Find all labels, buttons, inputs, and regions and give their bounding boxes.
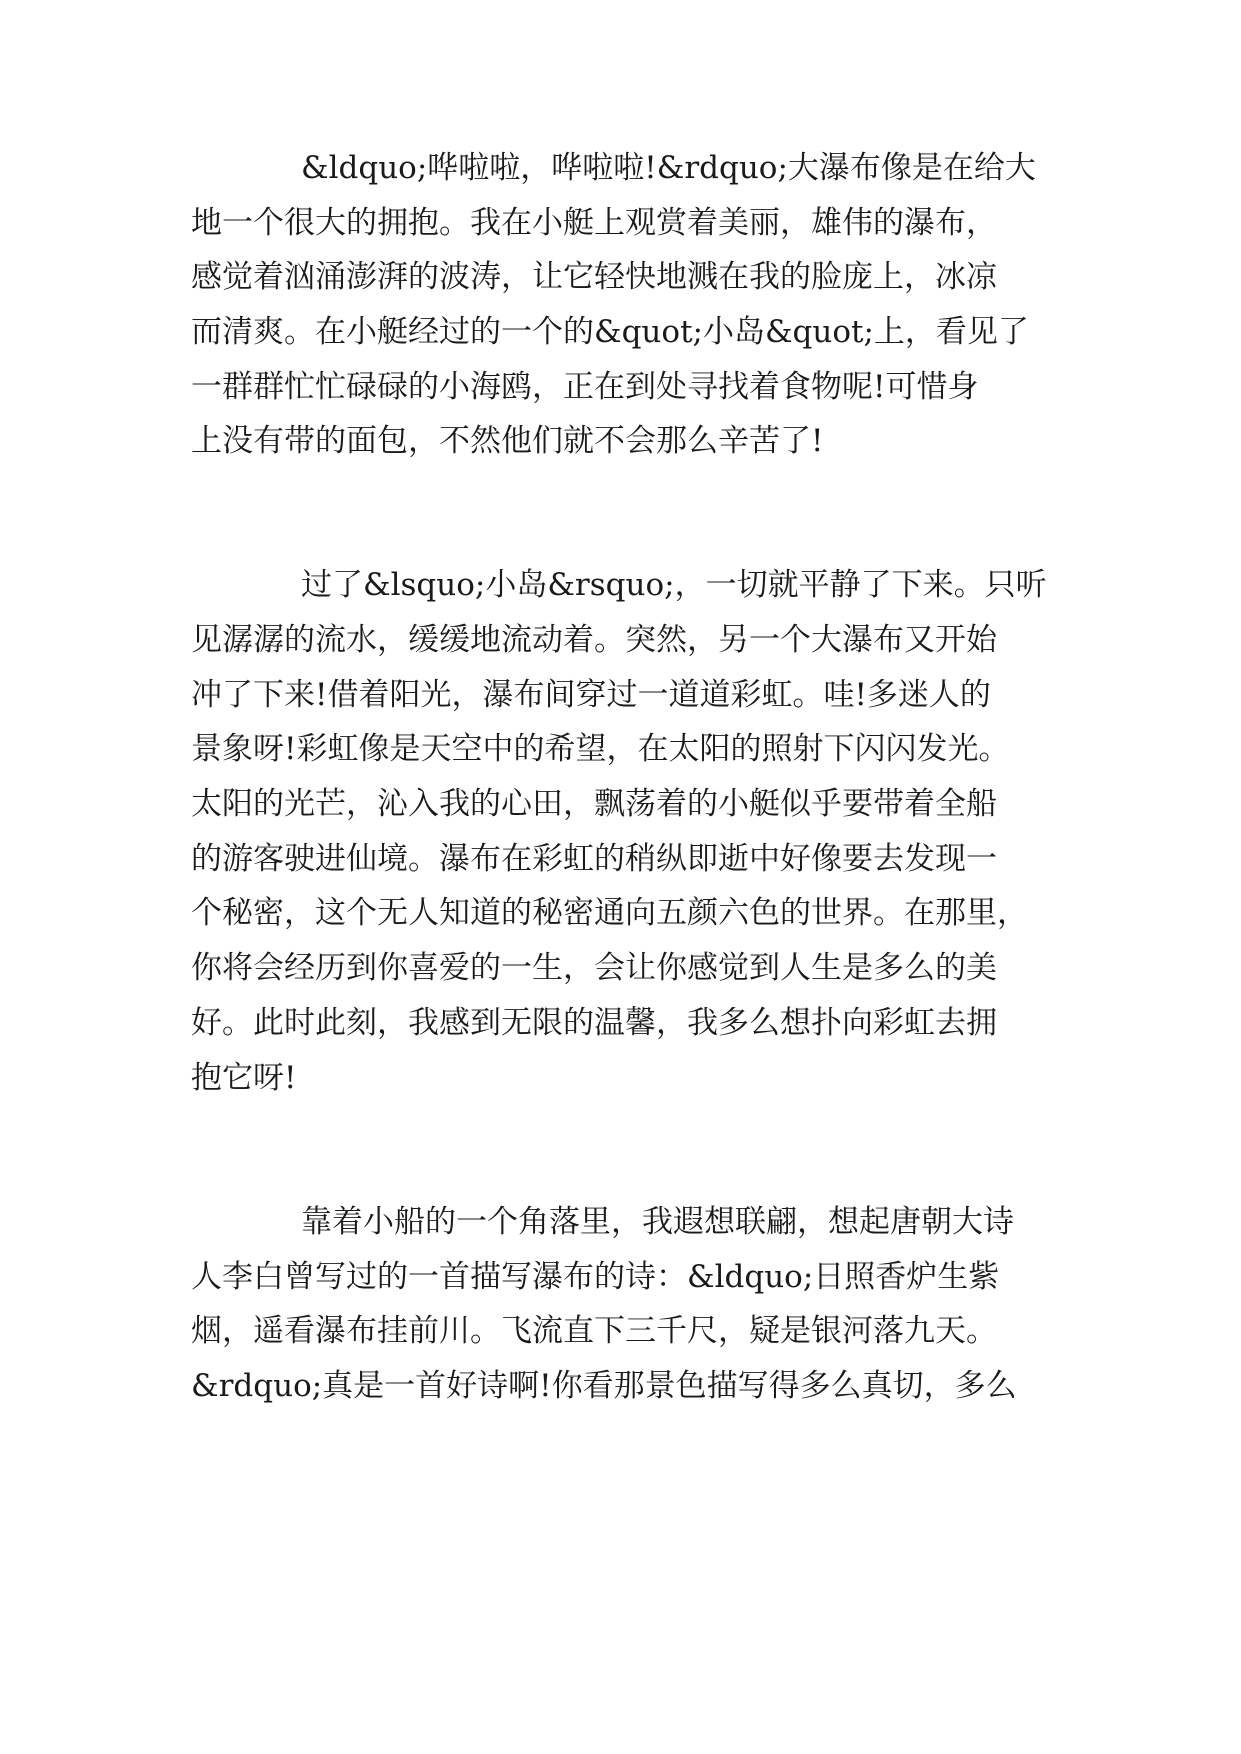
paragraph-line: 而清爽。在小艇经过的一个的&quot;小岛&quot;上，看见了 bbox=[191, 314, 1029, 350]
paragraph-line: 烟，遥看瀑布挂前川。飞流直下三千尺，疑是银河落九天。 bbox=[191, 1313, 997, 1349]
paragraph-line: 好。此时此刻，我感到无限的温馨，我多么想扑向彩虹去拥 bbox=[191, 1005, 997, 1041]
paragraph-line: &rdquo;真是一首好诗啊!你看那景色描写得多么真切，多么 bbox=[191, 1368, 1017, 1404]
paragraph-line: 过了&lsquo;小岛&rsquo;，一切就平静了下来。只听 bbox=[301, 567, 1047, 603]
paragraph-line: 个秘密，这个无人知道的秘密通向五颜六色的世界。在那里， bbox=[191, 895, 1028, 931]
paragraph-line: 的游客驶进仙境。瀑布在彩虹的稍纵即逝中好像要去发现一 bbox=[191, 841, 997, 877]
paragraph-line: 一群群忙忙碌碌的小海鸥，正在到处寻找着食物呢!可惜身 bbox=[191, 369, 979, 405]
paragraph-line: 人李白曾写过的一首描写瀑布的诗：&ldquo;日照香炉生紫 bbox=[191, 1259, 1000, 1295]
paragraph-line: 冲了下来!借着阳光，瀑布间穿过一道道彩虹。哇!多迷人的 bbox=[191, 677, 991, 713]
paragraph-line: 感觉着汹涌澎湃的波涛，让它轻快地溅在我的脸庞上，冰凉 bbox=[191, 259, 997, 295]
paragraph-line: 你将会经历到你喜爱的一生，会让你感觉到人生是多么的美 bbox=[191, 950, 997, 986]
paragraph-line: 上没有带的面包，不然他们就不会那么辛苦了! bbox=[191, 423, 824, 459]
paragraph-line: 靠着小船的一个角落里，我遐想联翩，想起唐朝大诗 bbox=[301, 1204, 1014, 1240]
paragraph-line: 见潺潺的流水，缓缓地流动着。突然，另一个大瀑布又开始 bbox=[191, 622, 997, 658]
paragraph-line: 抱它呀! bbox=[191, 1060, 297, 1096]
paragraph-line: 太阳的光芒，沁入我的心田，飘荡着的小艇似乎要带着全船 bbox=[191, 786, 997, 822]
paragraph-line: &ldquo;哗啦啦，哗啦啦!&rdquo;大瀑布像是在给大 bbox=[301, 150, 1036, 186]
paragraph-line: 景象呀!彩虹像是天空中的希望，在太阳的照射下闪闪发光。 bbox=[191, 731, 1010, 767]
paragraph-line: 地一个很大的拥抱。我在小艇上观赏着美丽，雄伟的瀑布， bbox=[191, 205, 997, 241]
